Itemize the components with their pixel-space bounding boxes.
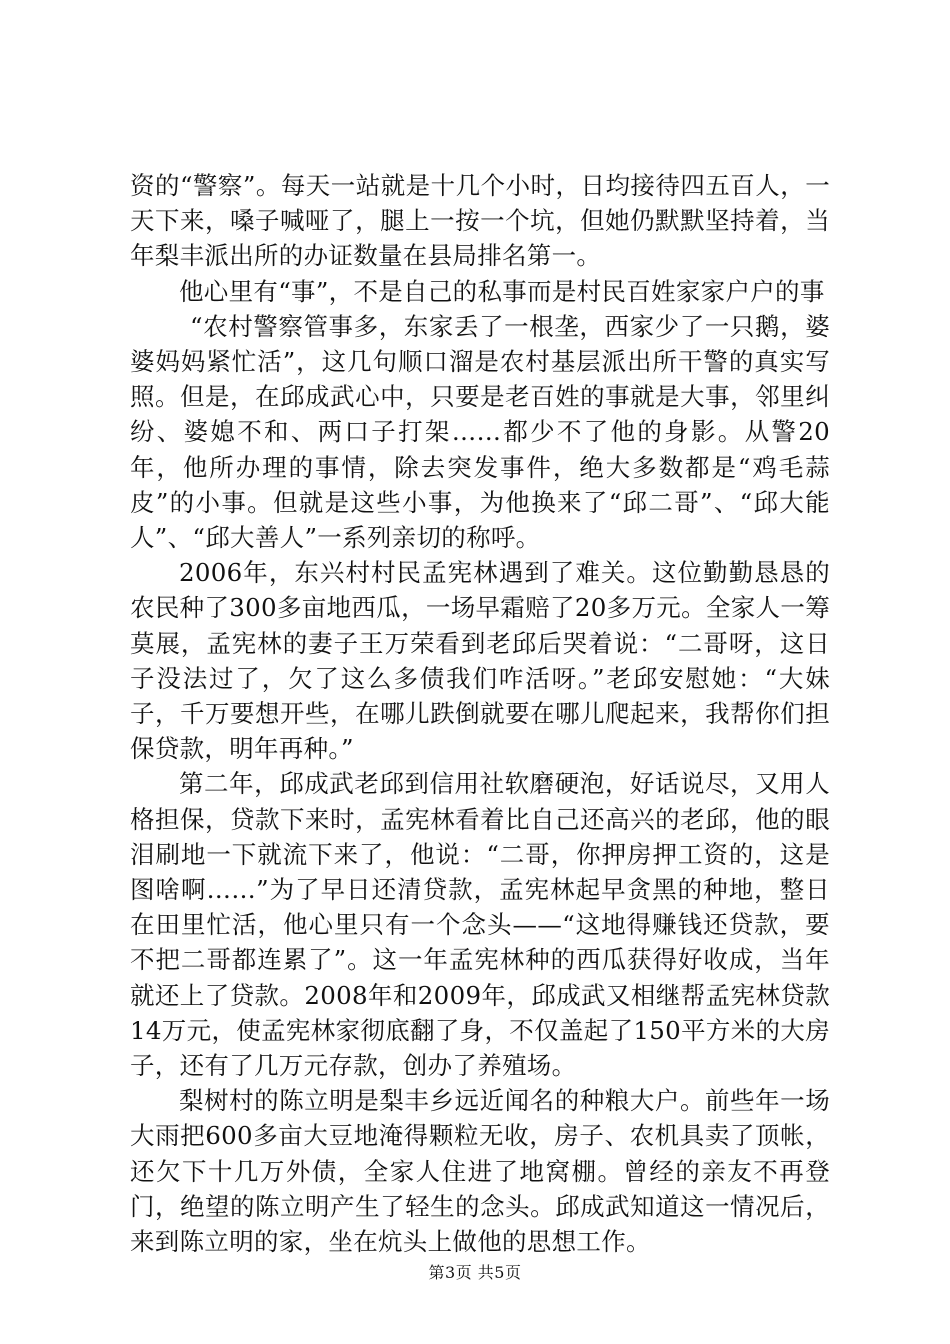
paragraph: 2006年，东兴村村民孟宪林遇到了难关。这位勤勤恳恳的农民种了300多亩地西瓜，一场早霜赔了20多万元。全家人一筹莫展，孟宪林的妻子王万荣看到老邱后哭着说：“二哥呀，这日子没法过了，欠了这么多债我们咋活呀。”老邱安慰她：“大妹子，千万要想开些，在哪儿跌倒就要在哪儿爬起来，我帮你们担保贷款，明年再种。” [130,558,831,764]
page-footer: 第3页 共5页 [428,1263,522,1282]
section-heading: 他心里有“事”，不是自己的私事而是村民百姓家家户户的事 [179,276,825,306]
paragraph: 梨树村的陈立明是梨丰乡远近闻名的种粮大户。前些年一场大雨把600多亩大豆地淹得颗粒无收，房子、农机具卖了顶帐，还欠下十几万外债，全家人住进了地窝棚。曾经的亲友不再登门，绝望的陈立明产生了轻生的念头。邱成武知道这一情况后，来到陈立明的家，坐在炕头上做他的思想工作。 [130,1086,830,1257]
paragraph: 第二年，邱成武老邱到信用社软磨硬泡，好话说尽，又用人格担保，贷款下来时，孟宪林看着比自己还高兴的老邱，他的眼泪刷地一下就流下来了，他说：“二哥，你押房押工资的，这是图啥啊……”为了早日还清贷款，孟宪林起早贪黑的种地，整日在田里忙活，他心里只有一个念头——“这地得赚钱还贷款，要不把二哥都连累了”。这一年孟宪林种的西瓜获得好收成，当年就还上了贷款。2008年和2009年，邱成武又相继帮孟宪林贷款14万元，使孟宪林家彻底翻了身，不仅盖起了150平方米的大房子，还有了几万元存款，创办了养殖场。 [130,769,830,1081]
paragraph: “农村警察管事多，东家丢了一根垄，西家少了一只鹅，婆婆妈妈紧忙活”，这几句顺口溜是农村基层派出所干警的真实写照。但是，在邱成武心中，只要是老百姓的事就是大事，邻里纠纷、婆媳不和、两口子打架……都少不了他的身影。从警20年，他所办理的事情，除去突发事件，绝大多数都是“鸡毛蒜皮”的小事。但就是这些小事，为他换来了“邱二哥”、“邱大能人”、“邱大善人”一系列亲切的称呼。 [130,311,830,553]
paragraph-continuation: 资的“警察”。每天一站就是十几个小时，日均接待四五百人，一天下来，嗓子喊哑了，腿上一按一个坑，但她仍默默坚持着，当年梨丰派出所的办证数量在县局排名第一。 [130,171,830,271]
document-body [130,168,830,1259]
